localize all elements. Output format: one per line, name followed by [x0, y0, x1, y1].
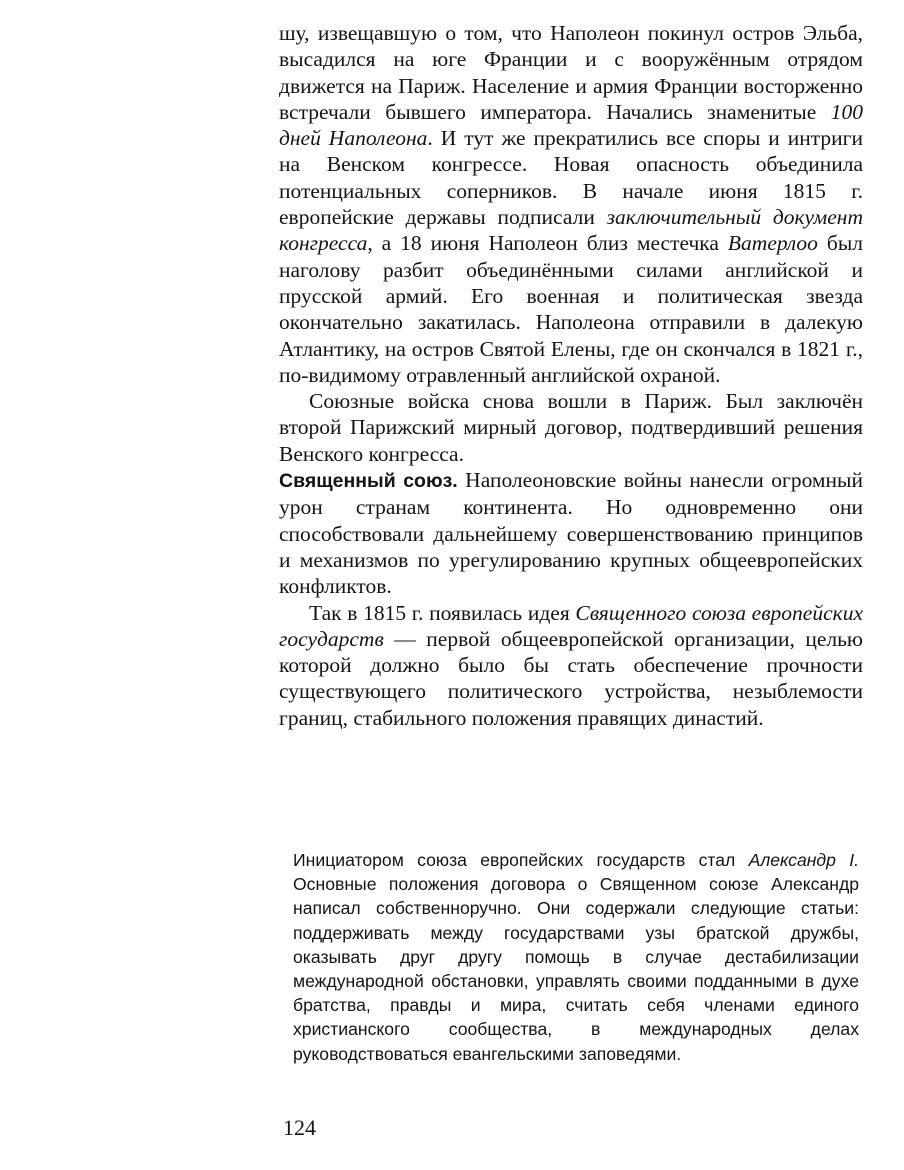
paragraph-holy-alliance [279, 467, 863, 599]
main-text [279, 20, 863, 731]
text-segment: — первой общеевропейской организации, целью которой должно было бы стать обеспечение прочности существующего политического устройства, незыблемости границ, стабильного положения правящих династий. [279, 626, 863, 730]
term-holy-alliance: Священного союза европейских государств [279, 600, 863, 651]
section-heading: Священный союз. [279, 470, 458, 493]
text-segment: шу, извещавшую о том, что Наполеон покинул остров Эльба, высадился на юге Франции и с вооружённым отрядом движется на Париж. Население и армия Франции восторженно встречали бывшего императора. Начались знаменитые [279, 21, 863, 124]
term-alexander: Александр I. [748, 850, 859, 870]
note-paragraph [293, 848, 859, 1066]
text-segment: Инициатором союза европейских государств стал [293, 850, 749, 870]
term-100-days: 100 дней Наполеона [279, 99, 863, 151]
paragraph-idea-1815 [279, 600, 863, 731]
paragraph-allies-paris: Союзные войска снова вошли в Париж. Был заключён второй Парижский мирный договор, подтвердивший решения Венского конгресса. [279, 389, 863, 466]
paragraph-napoleon-return [279, 20, 863, 388]
term-final-act: заключительный документ конгресса [279, 205, 863, 256]
text-segment: Основные положения договора о Священном союзе Александр написал собственноручно. Они содержали следующие статьи: поддерживать между государствами узы братской дружбы, оказывать друг другу помощь в случае дестабилизации международной обстановки, управлять своими подданными в духе братства, правды и мира, считать себя членами единого христианского сообщества, в международных делах руководствоваться евангельскими заповедями. [293, 874, 859, 1064]
text-segment: . И тут же прекратились все споры и интриги на Венском конгрессе. Новая опасность объединила потенциальных соперников. В начале июня 1815 г. европейские державы подписали [279, 126, 863, 230]
text-segment: был наголову разбит объединёнными силами английской и прусской армий. Его военная и политическая звезда окончательно закатилась. Наполеона отправили в далекую Атлантику, на остров Святой Елены, где он скончался в 1821 г., по-видимому отравленный английской охраной. [279, 231, 863, 387]
page-number: 124 [283, 1115, 316, 1140]
sidebar-note [293, 848, 859, 1066]
text-segment: , а 18 июня Наполеон близ местечка [367, 231, 728, 256]
term-waterloo: Ватерлоо [727, 231, 818, 256]
text-segment: Так в 1815 г. появилась идея [309, 600, 576, 625]
text-segment: Наполеоновские войны нанесли огромный урон странам континента. Но одновременно они способствовали дальнейшему совершенствованию принципов и механизмов по урегулированию крупных общеевропейских конфликтов. [279, 468, 863, 599]
